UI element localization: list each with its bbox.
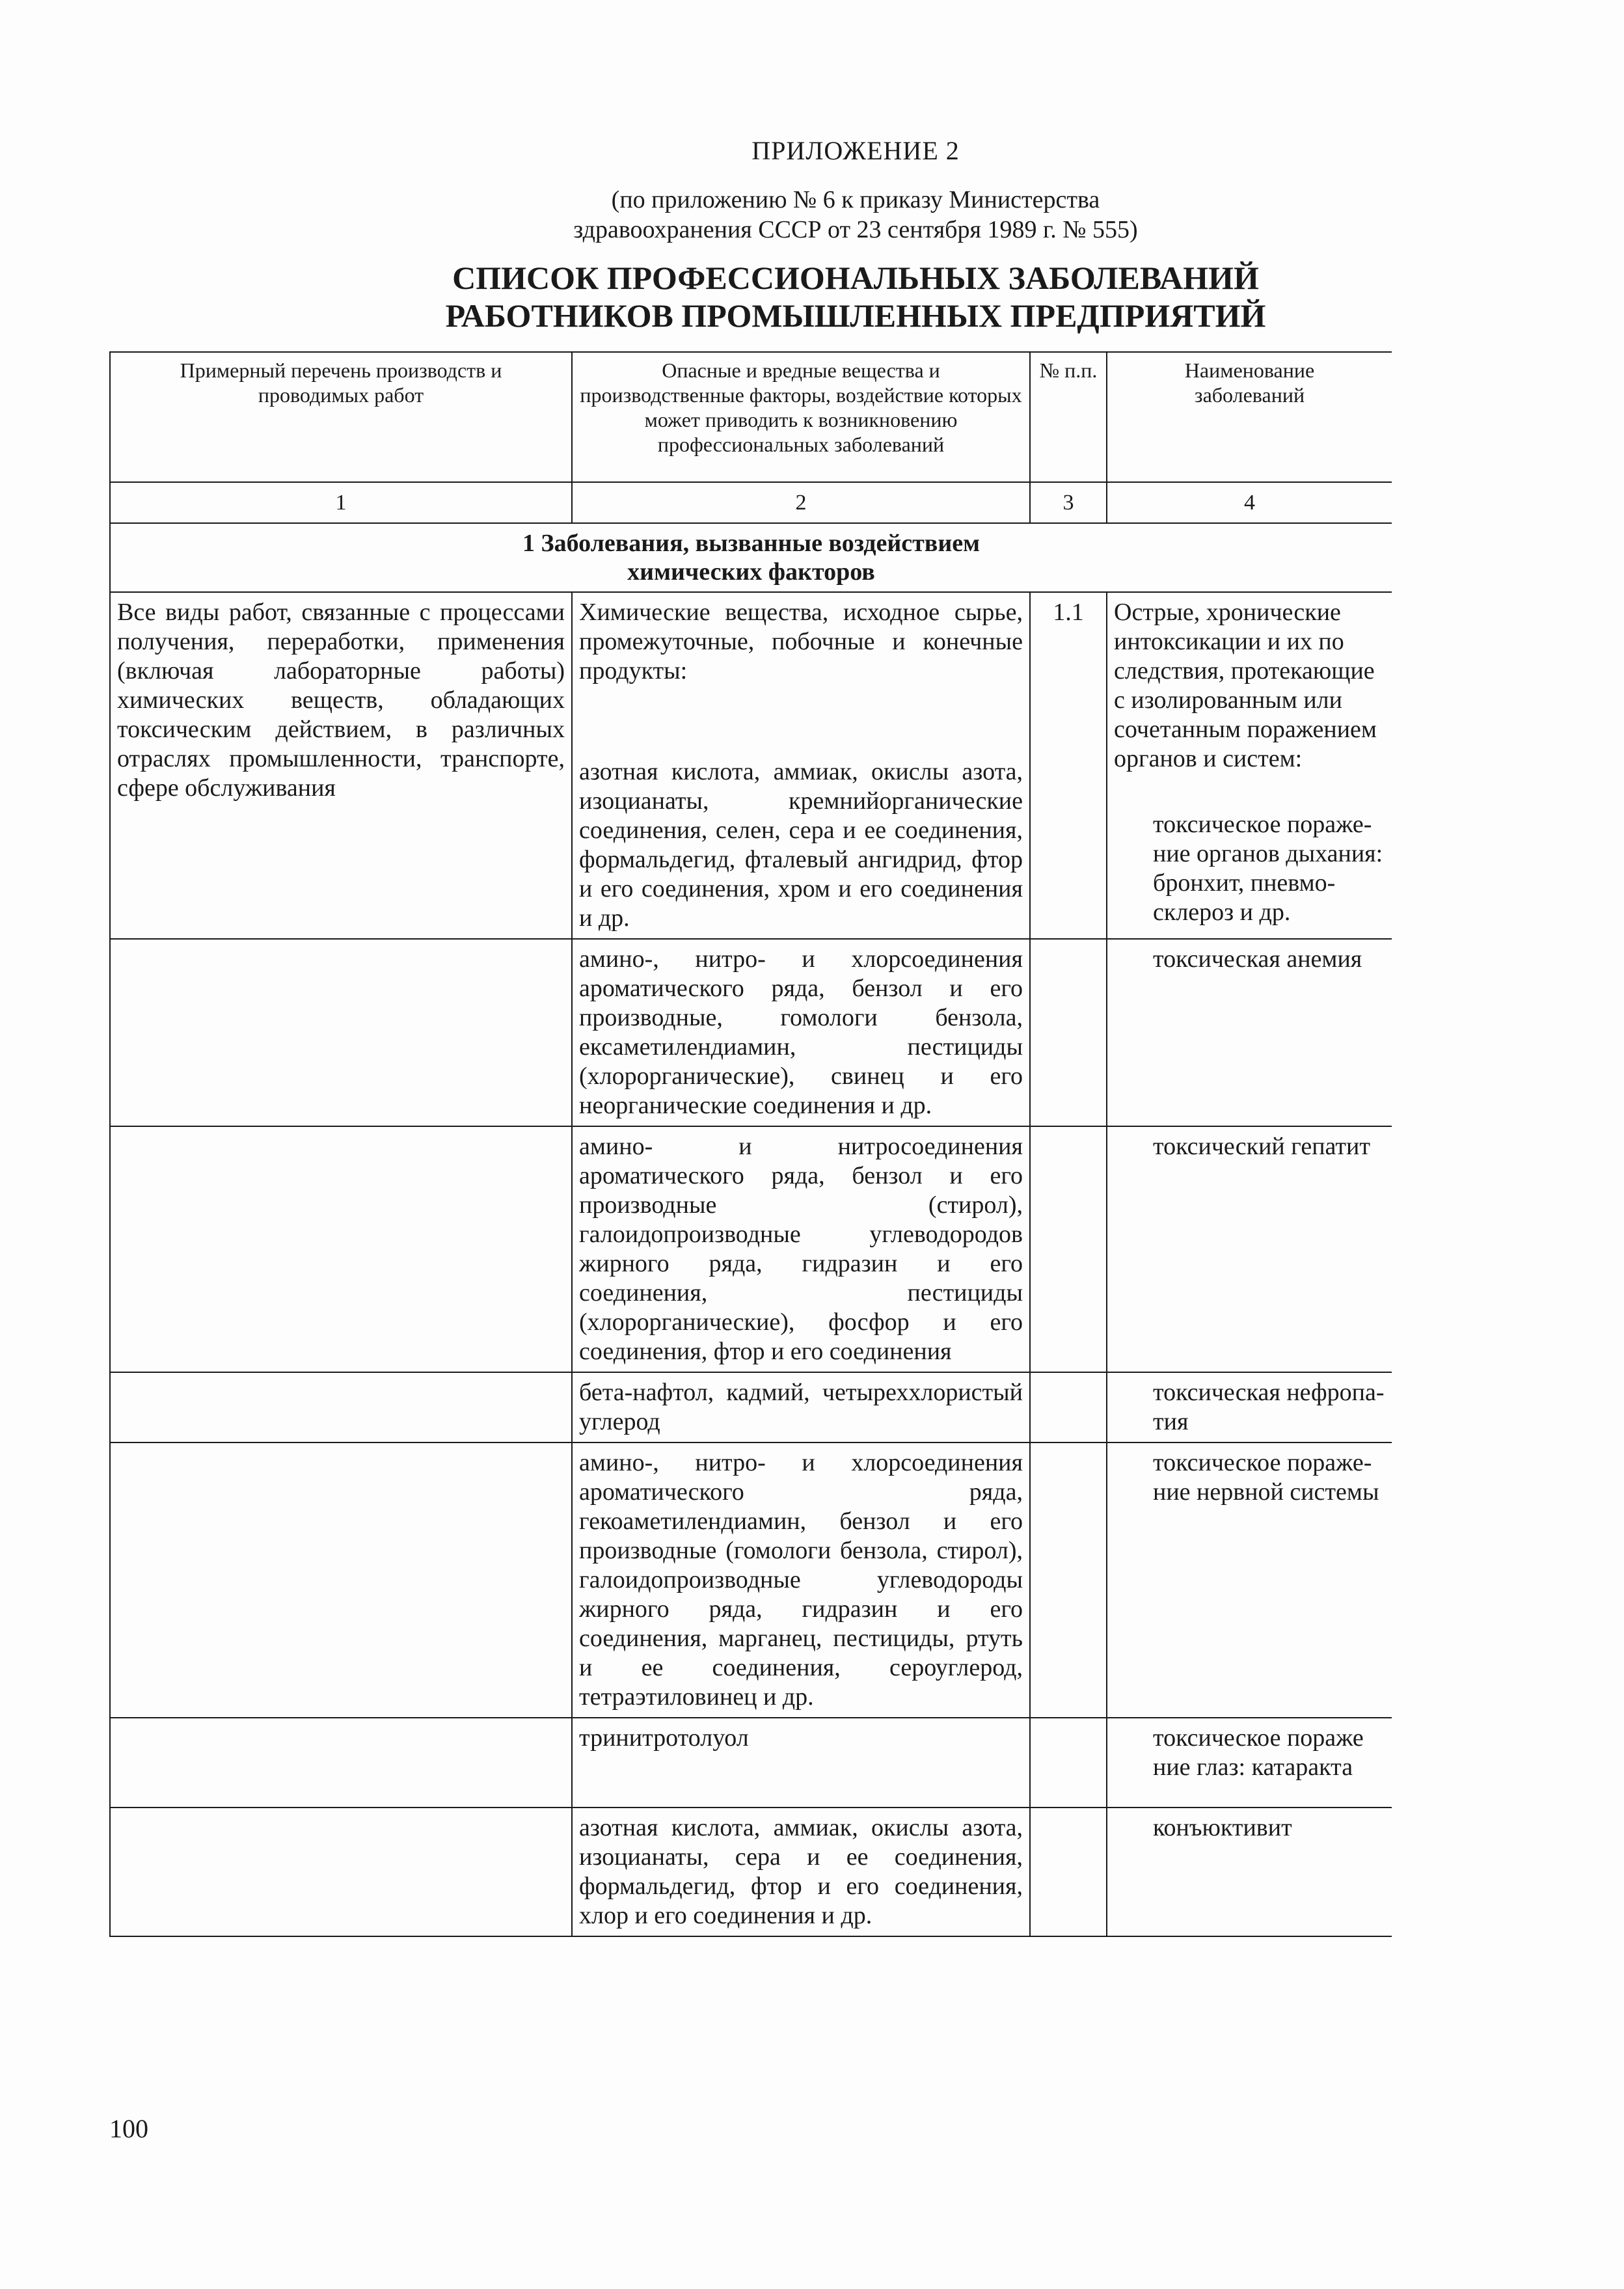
production-cell bbox=[110, 1372, 572, 1442]
disease-intro-line: Острые, хронические bbox=[1114, 599, 1341, 626]
production-cell bbox=[110, 1126, 572, 1372]
disease-line: токсическая анемия bbox=[1153, 945, 1362, 973]
appendix-note bbox=[111, 185, 1601, 245]
column-number: 4 bbox=[1107, 482, 1392, 523]
production-cell bbox=[110, 1808, 572, 1936]
disease-line: бронхит, пневмо- bbox=[1153, 869, 1336, 897]
table-row bbox=[110, 1442, 1392, 1718]
disease-intro-line: интоксикации и их по bbox=[1114, 628, 1344, 655]
section-title-line: химических факторов bbox=[627, 558, 875, 586]
factor-text: азотная кислота, аммиак, окислы азота, изоцианаты, кремнийорганические соединения, селен, сера и ее соединения, формальдегид, фталевый ангидрид, фтор и его соединения, хром и его соединения и др. bbox=[579, 758, 1023, 932]
table-row bbox=[110, 1718, 1392, 1808]
disease-line: токсическое пораже- bbox=[1153, 1449, 1372, 1476]
column-number: 2 bbox=[572, 482, 1030, 523]
disease-line: ние глаз: катаракта bbox=[1153, 1754, 1353, 1781]
section-title bbox=[110, 523, 1392, 592]
page-number: 100 bbox=[109, 2114, 148, 2143]
item-number bbox=[1030, 1126, 1107, 1372]
header-cell: Примерный перечень производств и проводимых работ bbox=[110, 352, 572, 482]
disease-line: токсическое пораже- bbox=[1153, 811, 1372, 838]
table-row bbox=[110, 1808, 1392, 1936]
appendix-note-line: (по приложению № 6 к приказу Министерства bbox=[611, 186, 1100, 213]
factor-intro: Химические вещества, исходное сырье, промежуточные, побочные и конечные продукты: bbox=[579, 599, 1023, 684]
production-cell: Все виды работ, связанные с процессами получения, переработки, применения (включая лабораторные работы) химических веществ, обладающих токсическим действием, в различных отраслях промышленности, транспорте, сфере обслуживания bbox=[110, 592, 572, 939]
page-title-line: РАБОТНИКОВ ПРОМЫШЛЕННЫХ ПРЕДПРИЯТИЙ bbox=[445, 297, 1266, 334]
disease-line: конъюктивит bbox=[1153, 1814, 1292, 1841]
item-number bbox=[1030, 1442, 1107, 1718]
disease-line: токсическая нефропа- bbox=[1153, 1379, 1385, 1406]
production-cell bbox=[110, 939, 572, 1126]
section-title-line: 1 Заболевания, вызванные воздействием bbox=[522, 530, 980, 557]
table-row bbox=[110, 939, 1392, 1126]
item-number bbox=[1030, 1718, 1107, 1808]
disease-intro-line: с изолированным или bbox=[1114, 686, 1342, 714]
disease-line: ние нервной системы bbox=[1153, 1478, 1379, 1506]
disease-intro-line: сочетанным поражением bbox=[1114, 716, 1377, 743]
disease-cell bbox=[1107, 1442, 1392, 1718]
disease-cell bbox=[1107, 1372, 1392, 1442]
column-number: 1 bbox=[110, 482, 572, 523]
factor-text: тринитротолуол bbox=[572, 1718, 1030, 1808]
table-row bbox=[110, 592, 1392, 939]
table-header-row bbox=[110, 352, 1392, 482]
page-title-line: СПИСОК ПРОФЕССИОНАЛЬНЫХ ЗАБОЛЕВАНИЙ bbox=[452, 260, 1259, 296]
production-cell bbox=[110, 1442, 572, 1718]
factor-text: амино- и нитросоединения ароматического ряда, бензол и его производные (стирол), галоидопроизводные углеводородов жирного ряда, гидразин и его соединения, пестициды (хлорорганические), фосфор и его соединения, фтор и его соединения bbox=[572, 1126, 1030, 1372]
item-number: 1.1 bbox=[1030, 592, 1107, 939]
disease-intro-line: следствия, протекающие bbox=[1114, 657, 1375, 684]
factor-text: амино-, нитро- и хлорсоединения ароматического ряда, гекоаметилендиамин, бензол и его производные (гомологи бензола, стирол), галоидопроизводные углеводороды жирного ряда, гидразин и его соединения, марганец, пестициды, ртуть и ее соединения, сероуглерод, тетраэтиловинец и др. bbox=[572, 1442, 1030, 1718]
disease-cell bbox=[1107, 592, 1392, 939]
appendix-note-line: здравоохранения СССР от 23 сентября 1989 г. № 555) bbox=[573, 216, 1138, 243]
table-row bbox=[110, 1372, 1392, 1442]
disease-intro-line: органов и систем: bbox=[1114, 745, 1303, 772]
column-number: 3 bbox=[1030, 482, 1107, 523]
factor-text: амино-, нитро- и хлорсоединения ароматического ряда, бензол и его производные, гомологи бензола, ексаметилендиамин, пестициды (хлорорганические), свинец и его неорганические соединения и др. bbox=[572, 939, 1030, 1126]
section-row bbox=[110, 523, 1392, 592]
disease-line: токсический гепатит bbox=[1153, 1133, 1370, 1160]
appendix-title: ПРИЛОЖЕНИЕ 2 bbox=[751, 136, 960, 165]
disease-cell bbox=[1107, 939, 1392, 1126]
item-number bbox=[1030, 1372, 1107, 1442]
disease-cell bbox=[1107, 1718, 1392, 1808]
diseases-table bbox=[109, 351, 1392, 1937]
disease-line: токсическое пораже bbox=[1153, 1724, 1364, 1752]
factor-text: азотная кислота, аммиак, окислы азота, изоцианаты, сера и ее соединения, формальдегид, фтор и его соединения, хлор и его соединения и др. bbox=[572, 1808, 1030, 1936]
item-number bbox=[1030, 1808, 1107, 1936]
production-cell bbox=[110, 1718, 572, 1808]
header-cell: № п.п. bbox=[1030, 352, 1107, 482]
factor-cell bbox=[572, 592, 1030, 939]
table-row bbox=[110, 1126, 1392, 1372]
disease-cell bbox=[1107, 1126, 1392, 1372]
page-title bbox=[111, 259, 1601, 334]
header-cell: Опасные и вредные вещества и производственные факторы, воздействие которых может приводить к возникновению профессиональных заболеваний bbox=[572, 352, 1030, 482]
factor-text: бета-нафтол, кадмий, четыреххлористый углерод bbox=[572, 1372, 1030, 1442]
item-number bbox=[1030, 939, 1107, 1126]
column-number-row bbox=[110, 482, 1392, 523]
disease-line: ние органов дыхания: bbox=[1153, 840, 1383, 867]
disease-line: склероз и др. bbox=[1153, 899, 1291, 926]
header-cell: Наименование заболеваний bbox=[1107, 352, 1392, 482]
disease-line: тия bbox=[1153, 1408, 1189, 1435]
disease-cell bbox=[1107, 1808, 1392, 1936]
